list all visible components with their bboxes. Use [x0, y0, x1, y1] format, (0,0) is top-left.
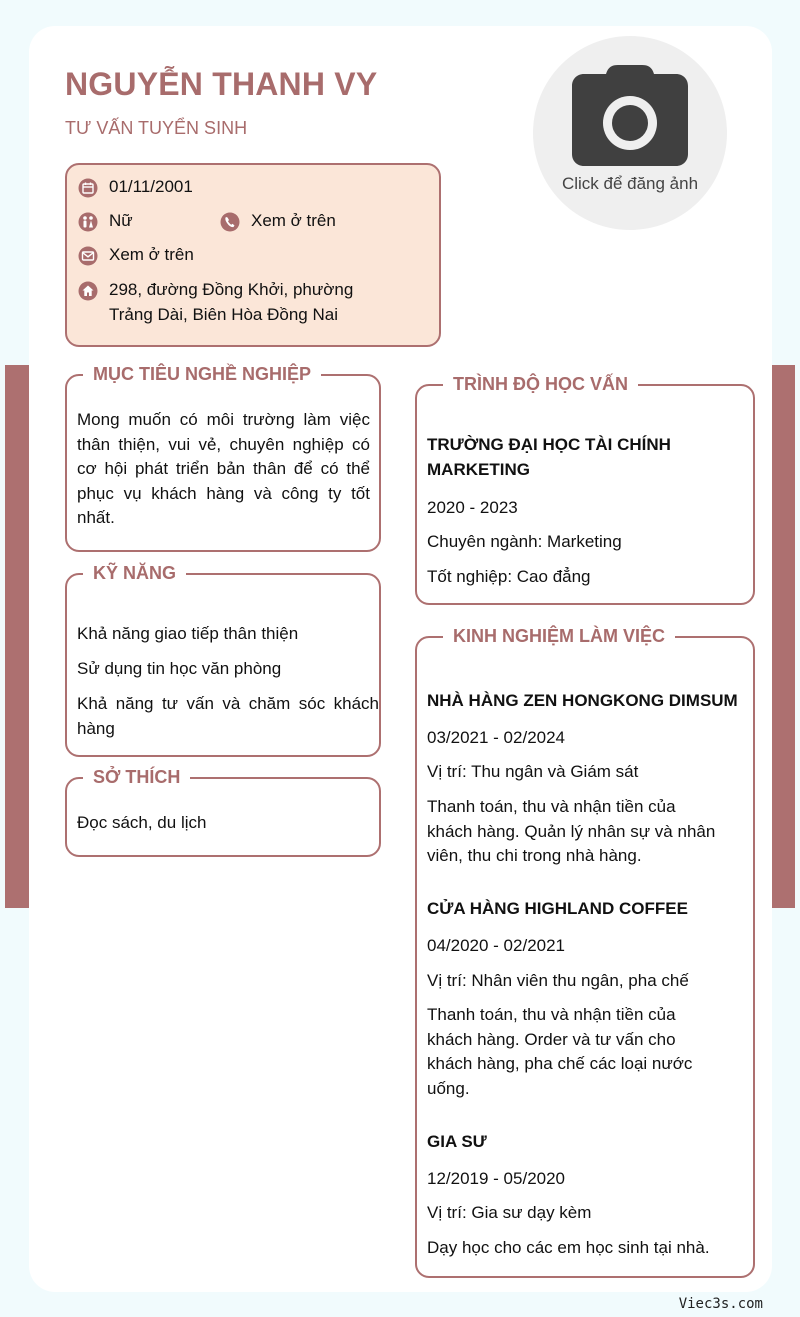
school-name[interactable]: TRƯỜNG ĐẠI HỌC TÀI CHÍNH MARKETING — [427, 435, 671, 479]
job-description[interactable]: Dạy học cho các em học sinh tại nhà. — [427, 1238, 710, 1257]
contact-birthday-row — [78, 177, 193, 198]
job-position[interactable]: Vị trí: Gia sư dạy kèm — [427, 1203, 592, 1222]
job-description[interactable]: Thanh toán, thu và nhận tiền của khách hàng. Quản lý nhân sự và nhân viên, thu chi trong nhà hàng. — [427, 797, 716, 865]
skill-item[interactable]: Khả năng tư vấn và chăm sóc khách hàng — [77, 694, 379, 738]
education-title[interactable]: TRÌNH ĐỘ HỌC VẤN — [443, 373, 638, 395]
hobbies-section — [65, 767, 381, 857]
skill-item[interactable]: Khả năng giao tiếp thân thiện — [77, 624, 299, 643]
site-watermark: Viec3s.com — [678, 1296, 763, 1312]
experience-title[interactable]: KINH NGHIỆM LÀM VIỆC — [443, 625, 675, 647]
experience-section — [415, 626, 755, 1278]
camera-icon — [572, 64, 688, 166]
objective-text[interactable]: Mong muốn có môi trường làm việc thân thiện, vui vẻ, chuyên nghiệp có cơ hội phát triển bản thân để có thể phục vụ khách hàng và công ty tốt nhất. — [77, 410, 370, 527]
job-position[interactable]: Vị trí: Nhân viên thu ngân, pha chế — [427, 971, 689, 990]
objective-section — [65, 364, 381, 552]
profile-photo-upload[interactable] — [533, 36, 727, 230]
job-period[interactable]: 12/2019 - 05/2020 — [427, 1169, 566, 1188]
home-icon — [78, 281, 98, 301]
left-accent-band — [5, 365, 29, 908]
calendar-icon — [78, 178, 98, 198]
right-accent-band — [772, 365, 795, 908]
contact-gender-row — [78, 211, 133, 232]
education-period[interactable]: 2020 - 2023 — [427, 498, 518, 517]
phone-value[interactable]: Xem ở trên — [251, 211, 336, 230]
job-company[interactable]: CỬA HÀNG HIGHLAND COFFEE — [427, 899, 688, 918]
job-period[interactable]: 04/2020 - 02/2021 — [427, 936, 566, 955]
job-company[interactable]: NHÀ HÀNG ZEN HONGKONG DIMSUM — [427, 691, 738, 710]
skill-item[interactable]: Sử dụng tin học văn phòng — [77, 659, 282, 678]
education-graduation[interactable]: Tốt nghiệp: Cao đẳng — [427, 567, 591, 586]
birthday-value[interactable]: 01/11/2001 — [109, 177, 193, 196]
phone-icon — [220, 212, 240, 232]
contact-phone-row — [220, 211, 336, 232]
contact-address-row — [78, 280, 398, 327]
contact-email-row — [78, 245, 194, 266]
job-company[interactable]: GIA SƯ — [427, 1132, 487, 1151]
skills-section — [65, 563, 381, 757]
gender-value[interactable]: Nữ — [109, 211, 133, 230]
hobbies-title[interactable]: SỞ THÍCH — [83, 766, 190, 788]
contact-box — [65, 163, 441, 347]
skills-title[interactable]: KỸ NĂNG — [83, 562, 186, 584]
education-section — [415, 374, 755, 605]
address-value[interactable]: 298, đường Đồng Khởi, phường Trảng Dài, Biên Hòa Đồng Nai — [109, 280, 354, 324]
job-period[interactable]: 03/2021 - 02/2024 — [427, 728, 566, 747]
job-title[interactable]: TƯ VẤN TUYỂN SINH — [65, 118, 248, 138]
email-value[interactable]: Xem ở trên — [109, 245, 194, 264]
job-position[interactable]: Vị trí: Thu ngân và Giám sát — [427, 762, 639, 781]
objective-title[interactable]: MỤC TIÊU NGHỀ NGHIỆP — [83, 363, 321, 385]
gender-icon — [78, 212, 98, 232]
hobbies-text[interactable]: Đọc sách, du lịch — [77, 813, 207, 832]
education-major[interactable]: Chuyên ngành: Marketing — [427, 532, 622, 551]
candidate-name[interactable]: NGUYỄN THANH VY — [65, 66, 378, 102]
job-description[interactable]: Thanh toán, thu và nhận tiền của khách hàng. Order và tư vấn cho khách hàng, pha chế các loại nước uống. — [427, 1005, 693, 1098]
email-icon — [78, 246, 98, 266]
photo-upload-caption[interactable]: Click để đăng ảnh — [561, 174, 699, 193]
